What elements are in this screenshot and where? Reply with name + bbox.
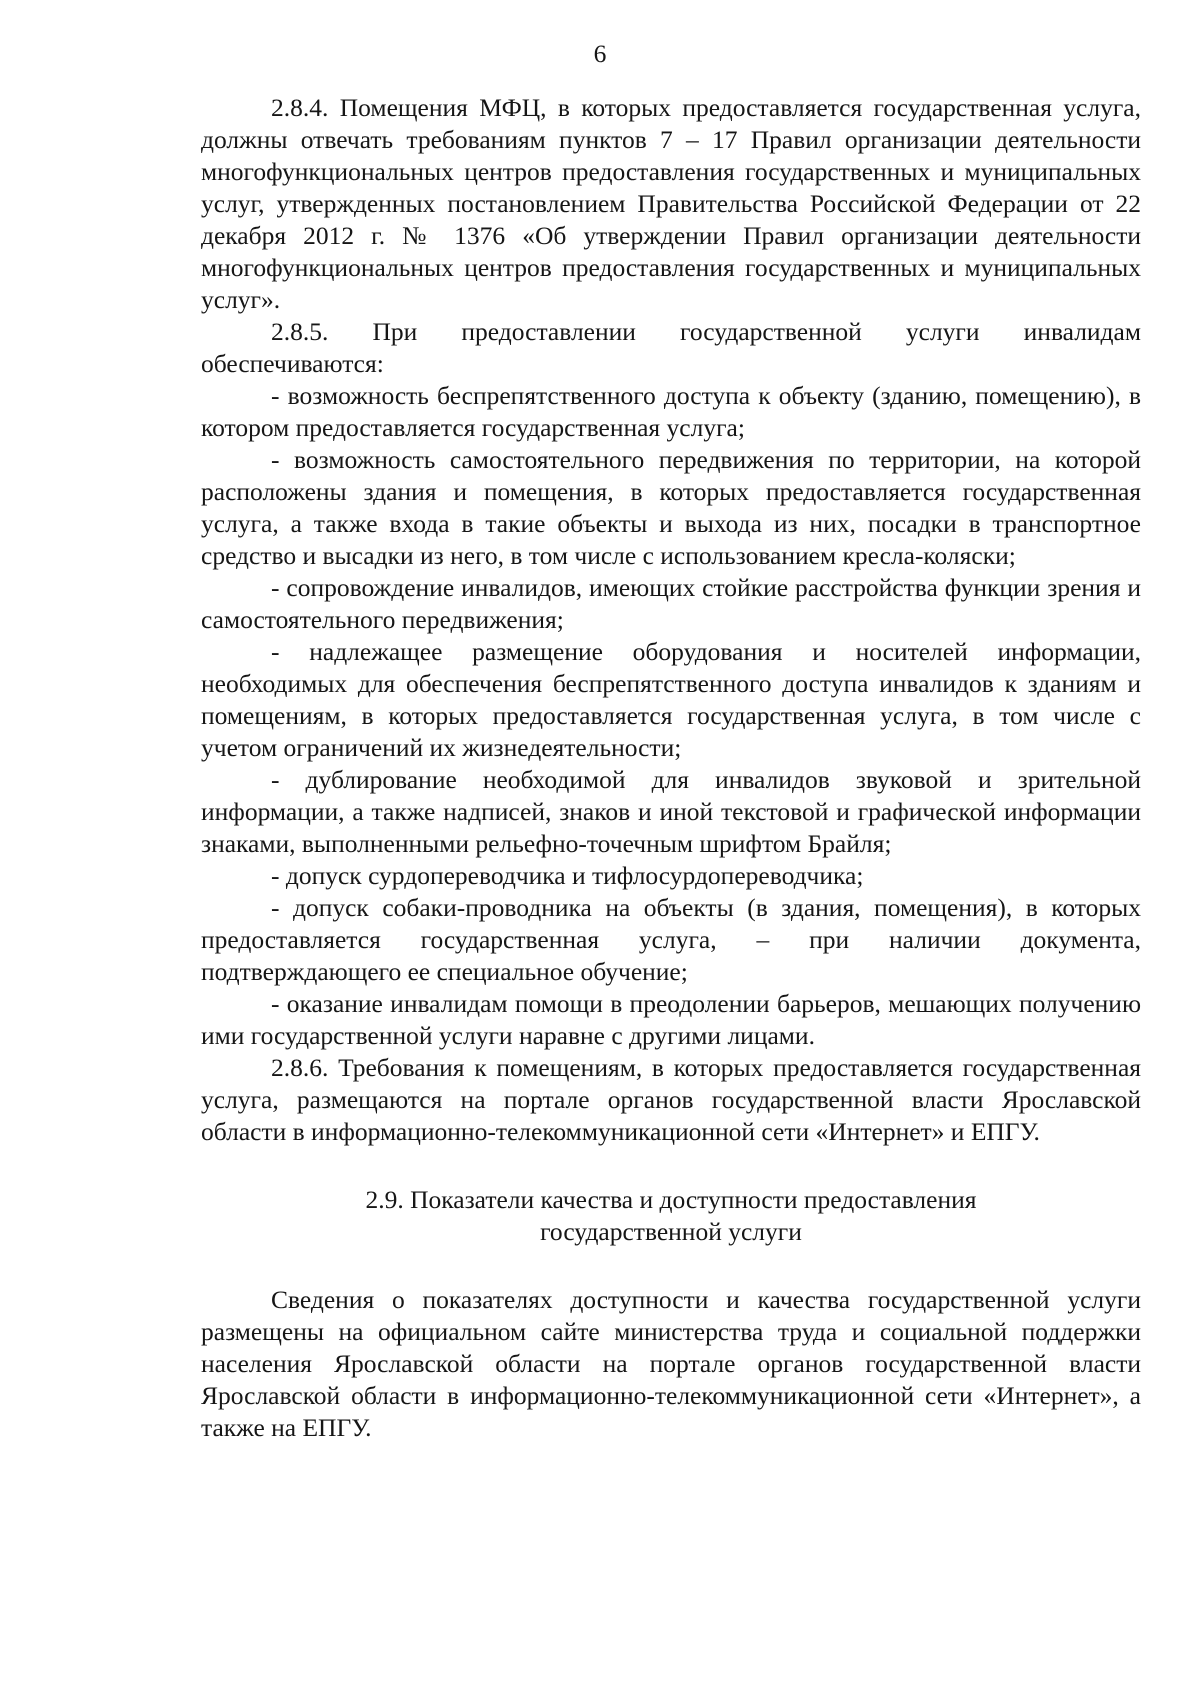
list-item-escort: - сопровождение инвалидов, имеющих стойкие расстройства функции зрения и самостоятельного передвижения; <box>201 573 1141 634</box>
page-number: 6 <box>593 39 607 68</box>
list-item-braille: - дублирование необходимой для инвалидов звуковой и зрительной информации, а также надписей, знаков и иной текстовой и графической информации знаками, выполненными рельефно-точечным шрифтом Брайля; <box>201 765 1141 858</box>
paragraph-2-8-5: 2.8.5. При предоставлении государственной услуги инвалидам обеспечиваются: <box>201 317 1141 378</box>
paragraph-2-8-4: 2.8.4. Помещения МФЦ, в которых предоставляется государственная услуга, должны отвечать требованиям пунктов 7 – 17 Правил организации деятельности многофункциональных центров предоставления государственных и муниципальных услуг, утвержденных постановлением Правительства Российской Федерации от 22 декабря 2012 г. № 1376 «Об утверждении Правил организации деятельности многофункциональных центров предоставления государственных и муниципальных услуг». <box>201 93 1141 314</box>
list-item-guide-dog: - допуск собаки-проводника на объекты (в здания, помещения), в которых предоставляется государственная услуга, – при наличии документа, подтверждающего ее специальное обучение; <box>201 893 1141 986</box>
list-item-assistance: - оказание инвалидам помощи в преодолении барьеров, мешающих получению ими государственной услуги наравне с другими лицами. <box>201 989 1141 1050</box>
list-item-access: - возможность беспрепятственного доступа к объекту (зданию, помещению), в котором предоставляется государственная услуга; <box>201 381 1141 442</box>
section-heading-2-9 <box>201 1184 1141 1248</box>
document-body <box>201 92 1141 1444</box>
final-paragraph: Сведения о показателях доступности и качества государственной услуги размещены на официальном сайте министерства труда и социальной поддержки населения Ярославской области на портале органов государственной власти Ярославской области в информационно-телекоммуникационной сети «Интернет», а также на ЕПГУ. <box>201 1285 1141 1442</box>
section-heading-line-2: государственной услуги <box>540 1217 802 1246</box>
list-item-movement: - возможность самостоятельного передвижения по территории, на которой расположены здания и помещения, в которых предоставляется государственная услуга, а также входа в такие объекты и выхода из них, посадки в транспортное средство и высадки из него, в том числе с использованием кресла-коляски; <box>201 445 1141 570</box>
list-item-equipment: - надлежащее размещение оборудования и носителей информации, необходимых для обеспечения беспрепятственного доступа инвалидов к зданиям и помещениям, в которых предоставляется государственная услуга, в том числе с учетом ограничений их жизнедеятельности; <box>201 637 1141 762</box>
list-item-interpreter: - допуск сурдопереводчика и тифлосурдопереводчика; <box>271 861 864 890</box>
paragraph-2-8-6: 2.8.6. Требования к помещениям, в которых предоставляется государственная услуга, размещаются на портале органов государственной власти Ярославской области в информационно-телекоммуникационной сети «Интернет» и ЕПГУ. <box>201 1053 1141 1146</box>
section-heading-line-1: 2.9. Показатели качества и доступности предоставления <box>365 1185 977 1214</box>
